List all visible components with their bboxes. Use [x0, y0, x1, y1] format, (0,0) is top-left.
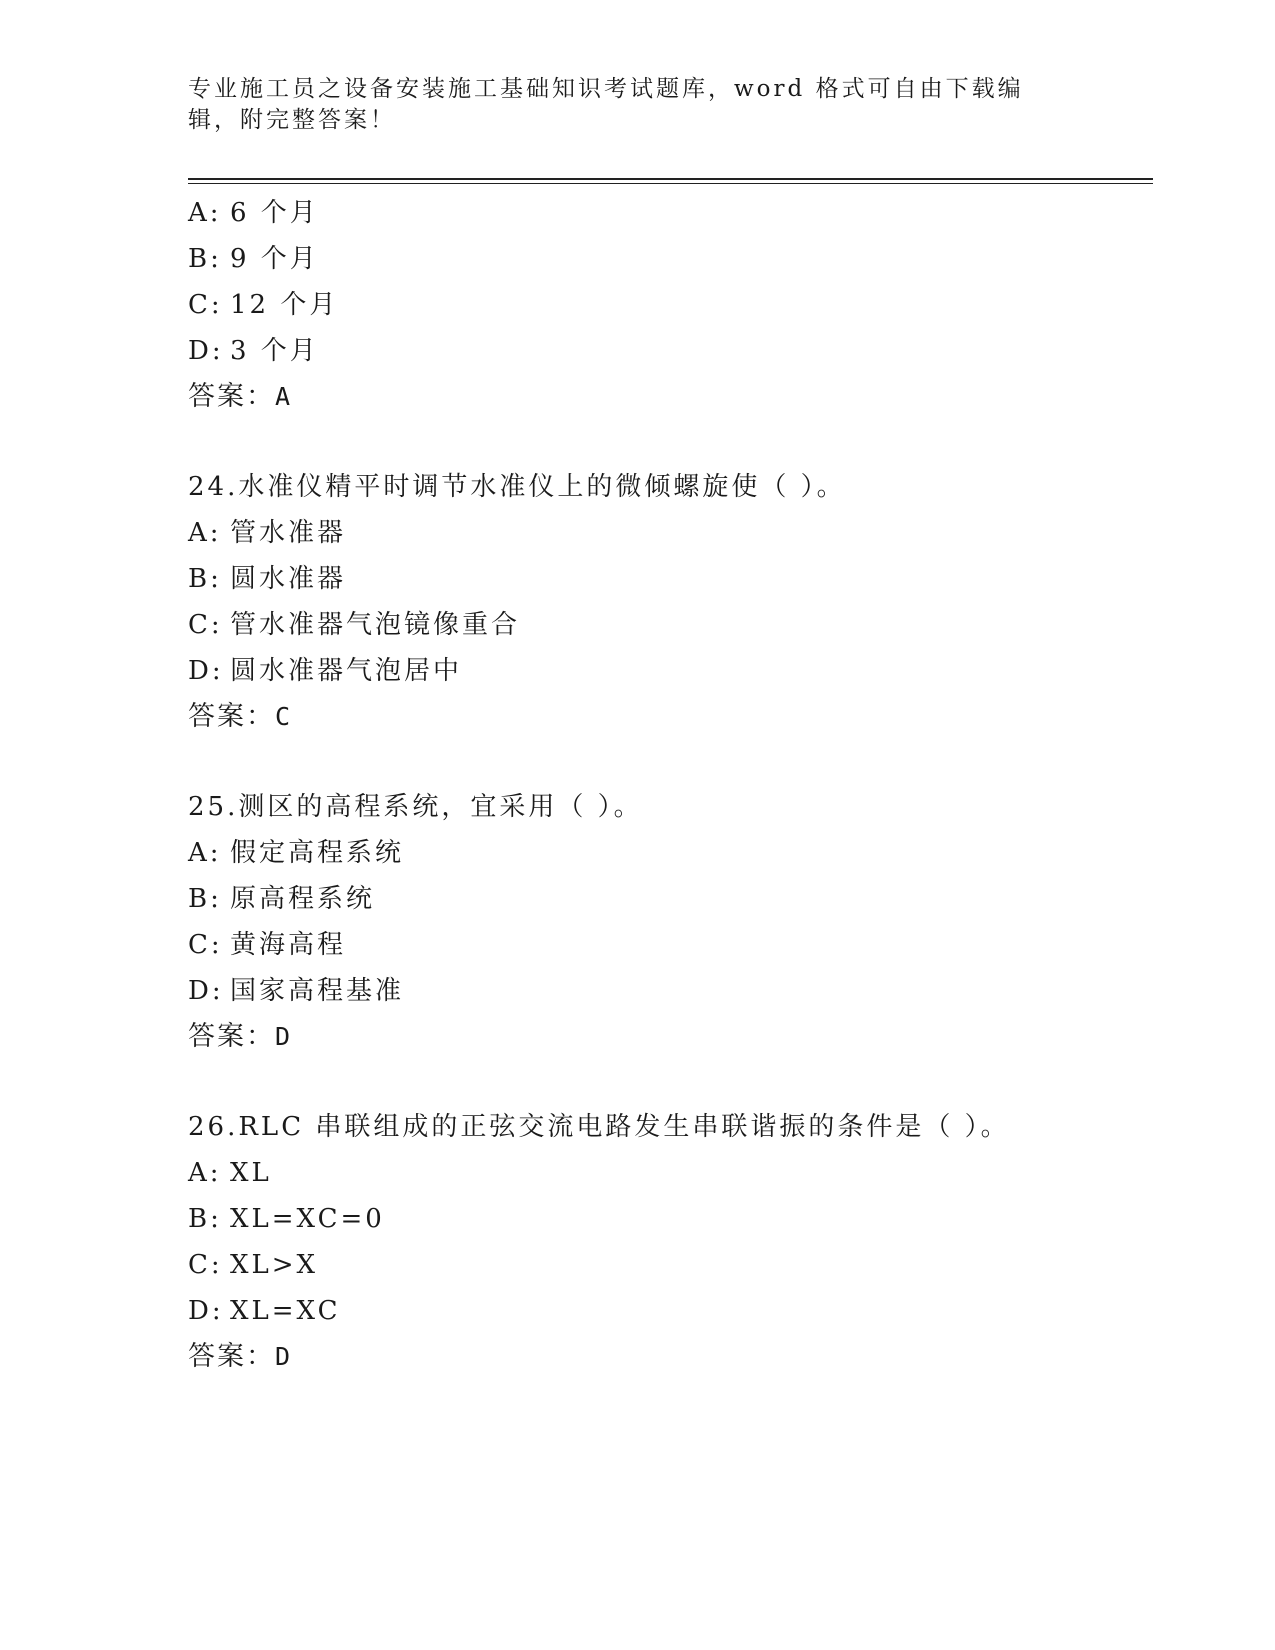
option-letter: B: [188, 1204, 222, 1234]
option-d [188, 328, 1148, 374]
question-list [188, 190, 1148, 1380]
option-a [188, 1150, 1148, 1196]
option-text: 管水准器气泡镜像重合 [230, 610, 521, 640]
answer-value: D [275, 1022, 293, 1051]
question-block-24 [188, 464, 1148, 740]
answer-label: 答案： [188, 1341, 275, 1372]
option-b [188, 556, 1148, 602]
option-c [188, 922, 1148, 968]
option-text: 6 个月 [230, 198, 319, 228]
answer-label: 答案： [188, 701, 275, 732]
answer-label: 答案： [188, 1021, 275, 1052]
option-text: 9 个月 [230, 244, 319, 274]
option-letter: A: [188, 838, 222, 868]
option-b [188, 876, 1148, 922]
answer-value: D [275, 1342, 293, 1371]
option-d [188, 648, 1148, 694]
header-divider-thin [188, 183, 1153, 184]
option-text: 原高程系统 [230, 884, 376, 914]
option-a [188, 510, 1148, 556]
question-block-prev [188, 190, 1148, 420]
option-letter: D: [188, 656, 224, 686]
option-text: 管水准器 [230, 518, 347, 548]
option-letter: B: [188, 884, 222, 914]
question-text: 24.水准仪精平时调节水准仪上的微倾螺旋使（ ）。 [188, 472, 846, 502]
answer-line [188, 1334, 1148, 1380]
option-letter: C: [188, 930, 223, 960]
answer-value: C [275, 702, 293, 731]
option-text: XL=XC=0 [230, 1204, 385, 1234]
option-text: 圆水准器 [230, 564, 347, 594]
question-block-26 [188, 1104, 1148, 1380]
option-letter: D: [188, 976, 224, 1006]
option-d [188, 1288, 1148, 1334]
option-text: 黄海高程 [230, 930, 347, 960]
option-b [188, 1196, 1148, 1242]
option-letter: B: [188, 564, 222, 594]
option-text: 3 个月 [230, 336, 319, 366]
option-letter: C: [188, 1250, 223, 1280]
answer-line [188, 1014, 1148, 1060]
answer-label: 答案： [188, 381, 275, 412]
option-d [188, 968, 1148, 1014]
question-block-25 [188, 784, 1148, 1060]
option-text: 假定高程系统 [230, 838, 405, 868]
header-divider-thick [188, 178, 1153, 180]
spacer [188, 420, 1148, 464]
document-header: 专业施工员之设备安装施工基础知识考试题库，word 格式可自由下载编辑，附完整答案！ [188, 76, 1024, 133]
option-letter: C: [188, 610, 223, 640]
option-c [188, 1242, 1148, 1288]
option-text: XL=XC [230, 1296, 341, 1326]
option-letter: C: [188, 290, 223, 320]
option-letter: A: [188, 518, 222, 548]
option-c [188, 282, 1148, 328]
question-text: 26.RLC 串联组成的正弦交流电路发生串联谐振的条件是（ ）。 [188, 1112, 1010, 1142]
answer-line [188, 694, 1148, 740]
option-b [188, 236, 1148, 282]
option-text: 圆水准器气泡居中 [230, 656, 463, 686]
option-text: XL>X [230, 1250, 319, 1280]
option-text: 12 个月 [230, 290, 339, 320]
question-text: 25.测区的高程系统，宜采用（ ）。 [188, 792, 643, 822]
option-letter: B: [188, 244, 222, 274]
option-text: 国家高程基准 [230, 976, 405, 1006]
option-a [188, 830, 1148, 876]
option-letter: D: [188, 1296, 224, 1326]
option-letter: A: [188, 198, 222, 228]
option-a [188, 190, 1148, 236]
spacer [188, 740, 1148, 784]
option-c [188, 602, 1148, 648]
answer-line [188, 374, 1148, 420]
option-text: XL [230, 1158, 272, 1188]
option-letter: A: [188, 1158, 222, 1188]
answer-value: A [275, 382, 293, 411]
option-letter: D: [188, 336, 224, 366]
spacer [188, 1060, 1148, 1104]
